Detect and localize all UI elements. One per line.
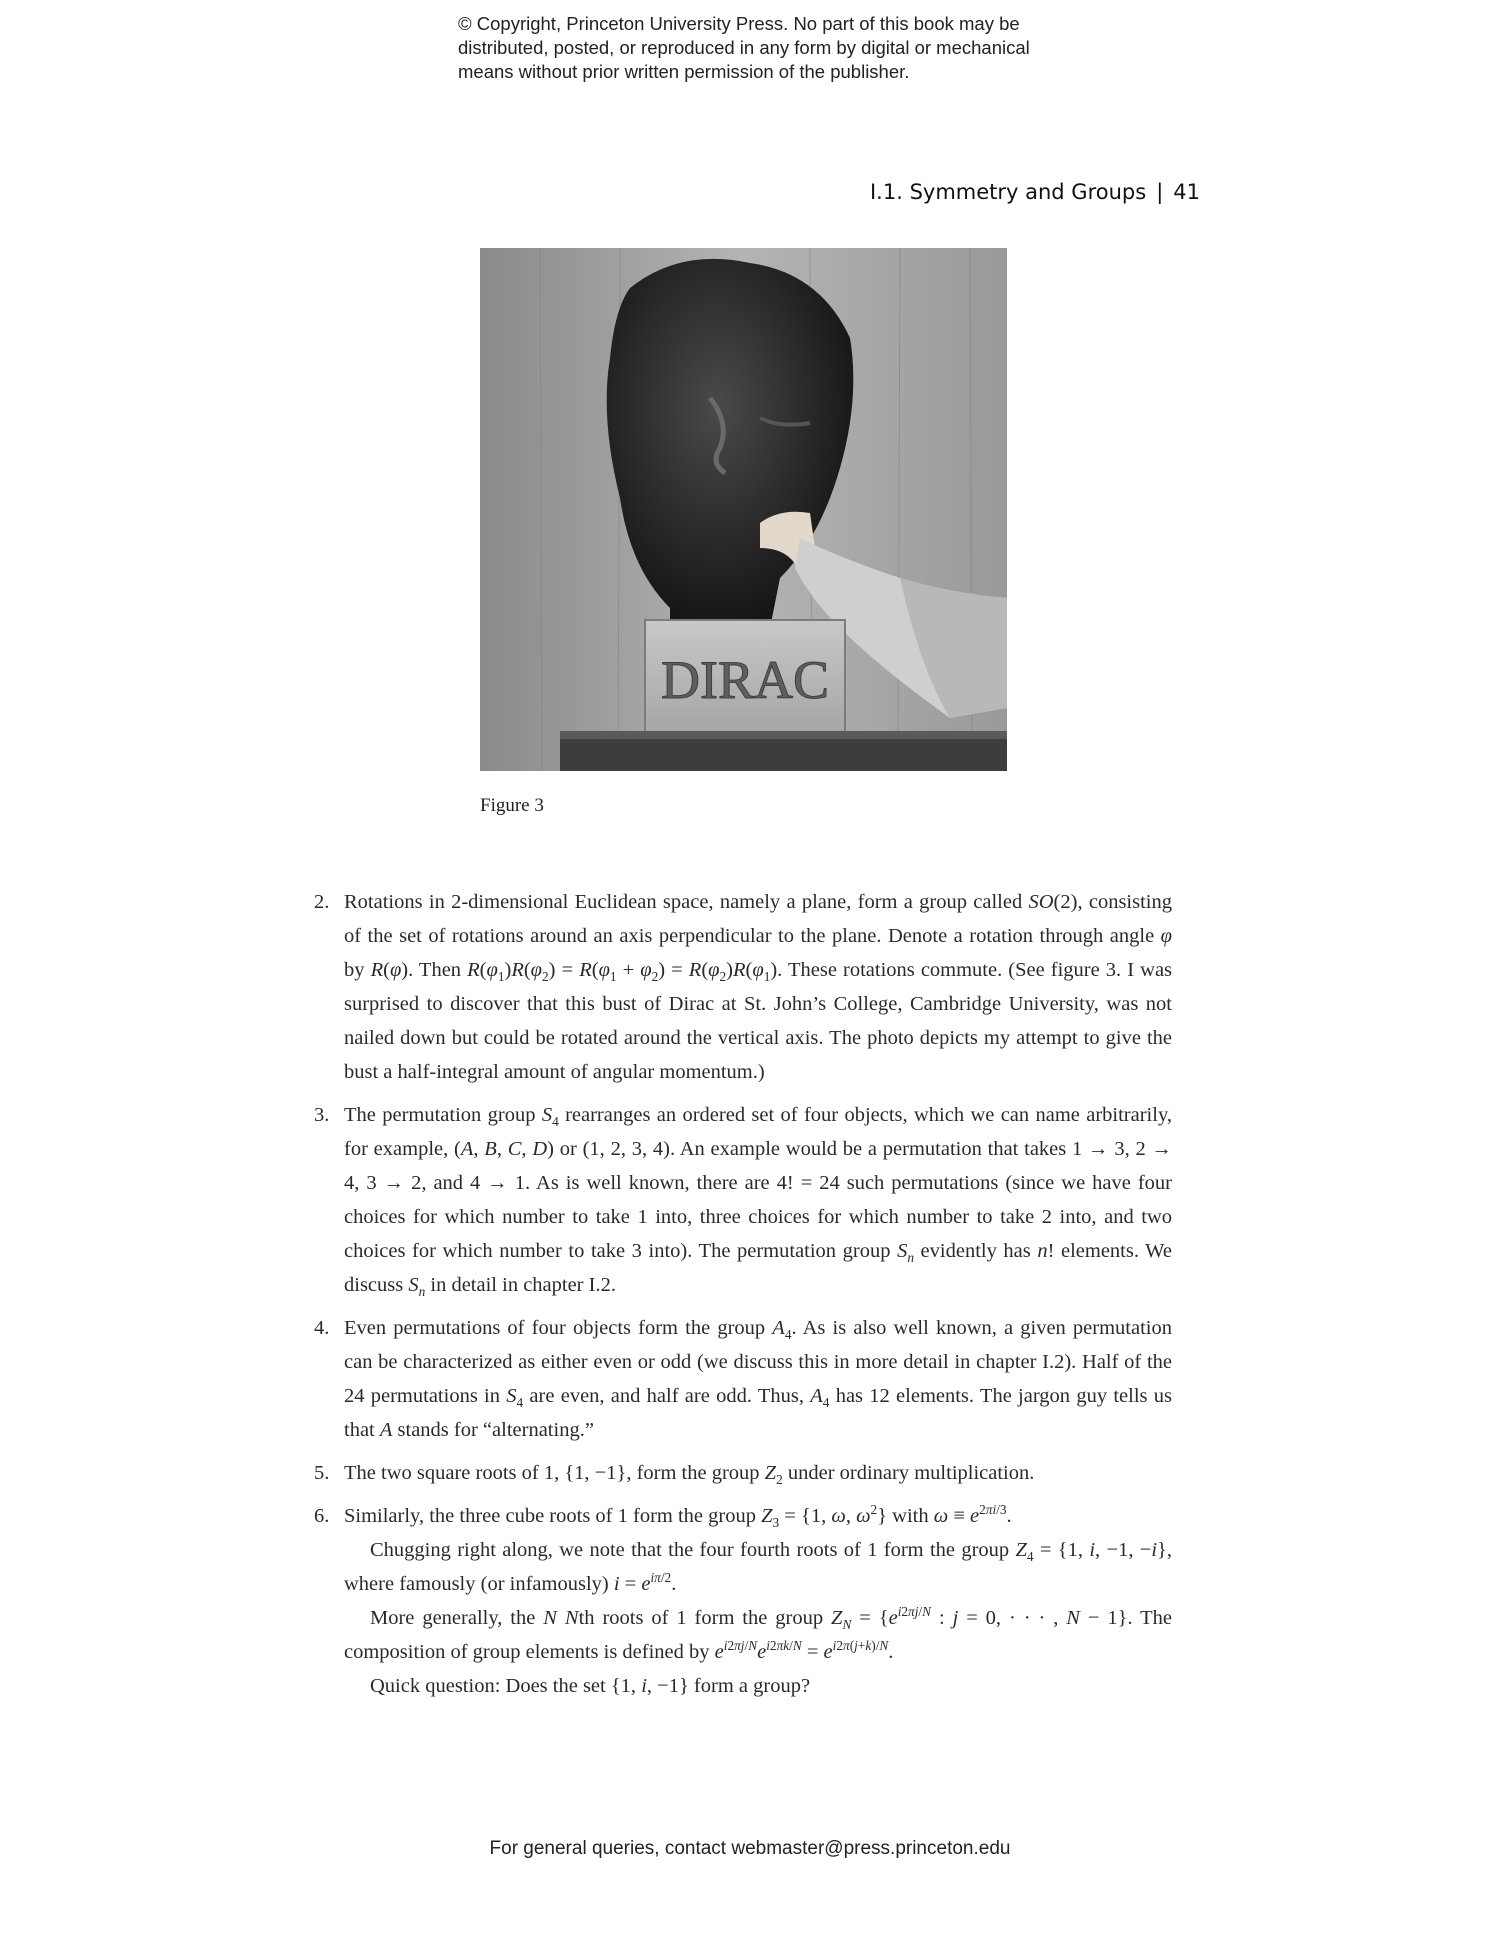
header-separator: | — [1156, 180, 1164, 204]
item-number: 3. — [314, 1104, 330, 1126]
paragraph: More generally, the N Nth roots of 1 form the group $Z_N = \{e^{i2\pi j/N}$ : j = 0, · · · , N − 1}. The composition of group elements is defined by $e^{i2\pi j/N}e^{i2\pi k/N} = e^{i2\pi(j+k)/N}$. — [344, 1604, 1172, 1663]
footer-contact: For general queries, contact webmaster@press.princeton.edu — [489, 1838, 1011, 1859]
copyright-notice: © Copyright, Princeton University Press. No part of this book may be distributed, posted, or reproduced in any form by digital or mechanical means without prior written permission of the publisher. — [458, 13, 1030, 82]
item-number: 4. — [314, 1317, 330, 1339]
list-item — [314, 1499, 1172, 1533]
item-text: Even permutations of four objects form the group $A_4$. As is also well known, a given permutation can be characterized as either even or odd (we discuss this in more detail in chapter I.2). Half of the 24 permutations in $S_4$ are even, and half are odd. Thus, $A_4$ has 12 elements. The jargon guy tells us that A stands for “alternating.” — [344, 1317, 1172, 1441]
list-item — [314, 885, 1172, 1089]
paragraph: Quick question: Does the set {1, i, −1} form a group? — [370, 1675, 811, 1697]
list-item — [314, 1311, 1172, 1447]
running-head — [700, 180, 1200, 204]
item-number: 2. — [314, 891, 330, 913]
item-number: 5. — [314, 1462, 330, 1484]
dirac-bust-photo — [480, 248, 1007, 771]
item-text: The permutation group $S_4$ rearranges an ordered set of four objects, which we can name arbitrarily, for example, (A, B, C, D) or (1, 2, 3, 4). An example would be a permutation that takes 1 → 3, 2 → 4, 3 → 2, and 4 → 1. As is well known, there are 4! = 24 such permutations (since we have four choices for which number to take 1 into, three choices for which number to take 2 into, and two choices for which number to take 3 into). The permutation group $S_n$ evidently has n! elements. We discuss $S_n$ in detail in chapter I.2. — [344, 1104, 1173, 1300]
page-number: 41 — [1173, 180, 1200, 204]
item-text: The two square roots of 1, {1, −1}, form the group $Z_2$ under ordinary multiplication. — [344, 1462, 1035, 1488]
list-item — [314, 1098, 1172, 1302]
figure-caption: Figure 3 — [480, 795, 544, 816]
item-text: Rotations in 2-dimensional Euclidean space, namely a plane, form a group called SO(2), consisting of the set of rotations around an axis perpendicular to the plane. Denote a rotation through angle φ by R(φ). Then $R(\varphi_1)R(\varphi_2) = R(\varphi_1 + \varphi_2) = R(\varphi_2)R(\varphi_1)$. These rotations commute. (See figure 3. I was surprised to discover that this bust of Dirac at St. John’s College, Cambridge University, was not nailed down but could be rotated around the vertical axis. The photo depicts my attempt to give the bust a half-integral amount of angular momentum.) — [344, 891, 1173, 1083]
list-item — [314, 1456, 1172, 1490]
item-number: 6. — [314, 1505, 330, 1527]
section-title: I.1. Symmetry and Groups — [869, 180, 1147, 204]
item-text: Similarly, the three cube roots of 1 form the group $Z_3 = \{1$, ω, $\omega^2$} with $\omega \equiv e^{2\pi i/3}$. — [344, 1502, 1012, 1531]
body-text — [314, 885, 1172, 1703]
plaque-text: DIRAC — [660, 650, 830, 710]
paragraph: Chugging right along, we note that the four fourth roots of 1 form the group $Z_4 = \{1$, i, −1, −i}, where famously (or infamously) $i = e^{i\pi/2}$. — [344, 1539, 1173, 1595]
